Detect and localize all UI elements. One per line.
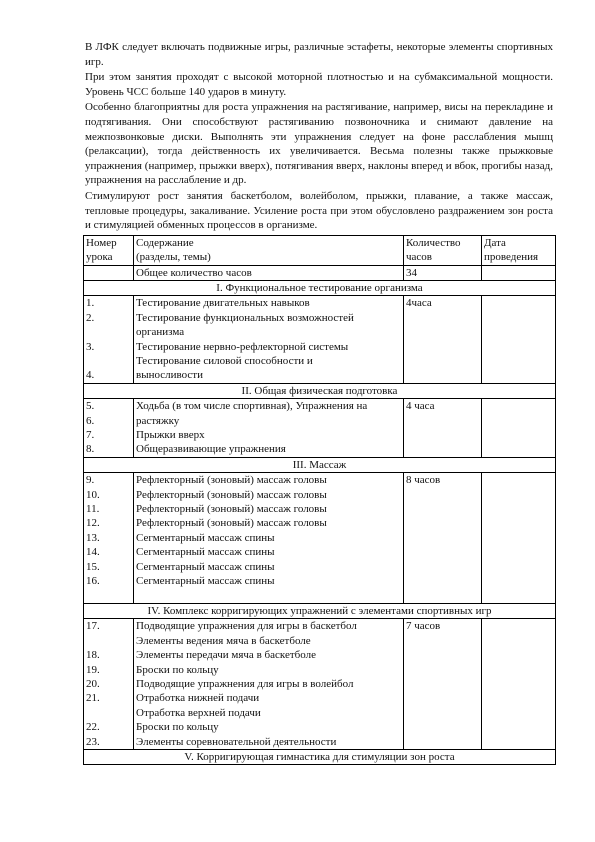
- lesson-number: 23.: [86, 735, 100, 748]
- lesson-number: 12.: [86, 517, 100, 530]
- section-title-row: [84, 603, 556, 618]
- lesson-number: [86, 325, 131, 339]
- lesson-topic: Сегментарный массаж спины: [136, 531, 275, 544]
- lesson-number: 22.: [86, 721, 100, 734]
- lesson-number: 3.: [86, 340, 95, 353]
- lesson-numbers-cell: [84, 619, 134, 750]
- header-hours-line-1: Количество: [406, 236, 461, 249]
- section-hours: 8 часов: [404, 473, 482, 604]
- header-content: [134, 235, 404, 265]
- lesson-topic: Броски по кольцу: [136, 663, 219, 676]
- header-date-line-2: проведения: [484, 251, 539, 264]
- lesson-topics-cell: [134, 619, 404, 750]
- lesson-topics-cell: [134, 399, 404, 458]
- lesson-number: 14.: [86, 546, 100, 559]
- lesson-topic: Тестирование функциональных возможностей: [136, 311, 354, 324]
- lesson-plan-table: [83, 235, 556, 766]
- lesson-topic: Ходьба (в том числе спортивная), Упражнения на: [136, 400, 368, 413]
- section-content-row: [84, 399, 556, 458]
- lesson-number: [86, 634, 131, 648]
- lesson-number: 15.: [86, 560, 100, 573]
- section-date-cell: [482, 399, 556, 458]
- lesson-topics-cell: [134, 473, 404, 604]
- document-page: [85, 40, 553, 765]
- section-hours: 7 часов: [404, 619, 482, 750]
- lesson-topic: Сегментарный массаж спины: [136, 546, 275, 559]
- lesson-number: [86, 354, 131, 368]
- lesson-number: 20.: [86, 677, 100, 690]
- section-title: V. Корригирующая гимнастика для стимуляции зон роста: [84, 749, 556, 764]
- total-hours-label: Общее количество часов: [134, 265, 404, 280]
- intro-paragraph-2: При этом занятия проходят с высокой моторной плотностью и на субмаксимальной мощности. Уровень ЧСС больше 140 ударов в минуту.: [85, 71, 553, 98]
- intro-paragraph-4: Стимулируют рост занятия баскетболом, волейболом, прыжки, плавание, а также массаж, тепловые процедуры, закаливание. Усиление роста при этом обусловлено раздражением зон роста и стимуляцией обменных процессов в организме.: [85, 189, 553, 232]
- total-hours-value: 34: [404, 265, 482, 280]
- lesson-topic: Рефлекторный (зоновый) массаж головы: [136, 488, 327, 501]
- section-title-row: [84, 280, 556, 295]
- section-content-row: [84, 473, 556, 604]
- lesson-topic: Рефлекторный (зоновый) массаж головы: [136, 517, 327, 530]
- lesson-number: 4.: [86, 369, 95, 382]
- lesson-topics-cell: [134, 296, 404, 383]
- lesson-number: 18.: [86, 649, 100, 662]
- lesson-topic: Элементы передачи мяча в баскетболе: [136, 649, 316, 662]
- section-hours: 4 часа: [404, 399, 482, 458]
- table-sections: [84, 280, 556, 764]
- lesson-topic: Общеразвивающие упражнения: [136, 443, 286, 456]
- section-title: III. Массаж: [84, 457, 556, 472]
- lesson-topic: Подводящие упражнения для игры в волейбол: [136, 677, 354, 690]
- section-date-cell: [482, 296, 556, 383]
- lesson-number: [86, 588, 131, 602]
- section-title: IV. Комплекс корригирующих упражнений с элементами спортивных игр: [84, 603, 556, 618]
- header-content-line-2: (разделы, темы): [136, 251, 211, 264]
- lesson-number: 8.: [86, 443, 95, 456]
- lesson-number: 9.: [86, 474, 95, 487]
- section-title: II. Общая физическая подготовка: [84, 383, 556, 398]
- section-title-row: [84, 383, 556, 398]
- total-hours-row: [84, 265, 556, 280]
- section-hours: 4часа: [404, 296, 482, 383]
- lesson-number: [86, 706, 131, 720]
- section-title: I. Функциональное тестирование организма: [84, 280, 556, 295]
- lesson-number: 10.: [86, 488, 100, 501]
- lesson-number: 5.: [86, 400, 95, 413]
- lesson-numbers-cell: [84, 399, 134, 458]
- lesson-topic: Броски по кольцу: [136, 721, 219, 734]
- lesson-topic: Элементы соревновательной деятельности: [136, 735, 337, 748]
- lesson-topic: Тестирование двигательных навыков: [136, 297, 310, 310]
- section-content-row: [84, 296, 556, 383]
- lesson-topic: Сегментарный массаж спины: [136, 575, 275, 588]
- lesson-number: 21.: [86, 692, 100, 705]
- header-date: [482, 235, 556, 265]
- total-number-cell: [84, 265, 134, 280]
- lesson-topic: Рефлекторный (зоновый) массаж головы: [136, 503, 327, 516]
- lesson-number: 2.: [86, 311, 95, 324]
- section-title-row: [84, 749, 556, 764]
- lesson-number: 7.: [86, 429, 95, 441]
- lesson-topic: Отработка нижней подачи: [136, 692, 260, 705]
- lesson-topic: Сегментарный массаж спины: [136, 560, 275, 573]
- lesson-topic: Элементы ведения мяча в баскетболе: [136, 634, 311, 647]
- lesson-topic: растяжку: [136, 414, 180, 427]
- header-content-line-1: Содержание: [136, 236, 194, 249]
- section-date-cell: [482, 619, 556, 750]
- lesson-numbers-cell: [84, 473, 134, 604]
- header-number-line-1: Номер: [86, 236, 117, 249]
- intro-paragraph-3: Особенно благоприятны для роста упражнения на растягивание, например, висы на перекладине и подтягивания. Они способствуют растягиванию позвоночника и снимают давление на межпозвонковые диски. Выполнять эти упражнения следует на фоне расслабления мышц (релаксации), тогда действенность их увеличивается. Весьма полезны также прыжковые упражнения (например, прыжки вверх), потягивания вверх, наклоны вперед и вбок, прогибы назад, упражнения на расслабление и др.: [85, 101, 553, 187]
- intro-paragraph-1: В ЛФК следует включать подвижные игры, различные эстафеты, некоторые элементы спортивных игр.: [85, 41, 553, 68]
- total-date-cell: [482, 265, 556, 280]
- lesson-number: 11.: [86, 503, 100, 516]
- lesson-topic: Тестирование силовой способности и: [136, 354, 313, 367]
- lesson-topic: Прыжки вверх: [136, 429, 205, 441]
- lesson-topic: [136, 588, 401, 602]
- header-hours: [404, 235, 482, 265]
- lesson-number: 16.: [86, 575, 100, 588]
- lesson-number: 13.: [86, 531, 100, 544]
- intro-text: [85, 40, 553, 233]
- section-title-row: [84, 457, 556, 472]
- header-hours-line-2: часов: [406, 251, 432, 264]
- section-content-row: [84, 619, 556, 750]
- lesson-numbers-cell: [84, 296, 134, 383]
- lesson-topic: организма: [136, 326, 185, 339]
- lesson-number: 1.: [86, 297, 95, 310]
- header-number-line-2: урока: [86, 251, 113, 264]
- header-number: [84, 235, 134, 265]
- lesson-number: 17.: [86, 620, 100, 633]
- lesson-topic: Подводящие упражнения для игры в баскетбол: [136, 620, 357, 633]
- lesson-number: 19.: [86, 663, 100, 676]
- lesson-number: 6.: [86, 414, 95, 427]
- lesson-topic: Рефлекторный (зоновый) массаж головы: [136, 474, 327, 487]
- section-date-cell: [482, 473, 556, 604]
- lesson-topic: выносливости: [136, 369, 203, 382]
- lesson-topic: Отработка верхней подачи: [136, 706, 261, 719]
- table-header-row: [84, 235, 556, 265]
- lesson-topic: Тестирование нервно-рефлекторной системы: [136, 340, 349, 353]
- header-date-line-1: Дата: [484, 236, 506, 249]
